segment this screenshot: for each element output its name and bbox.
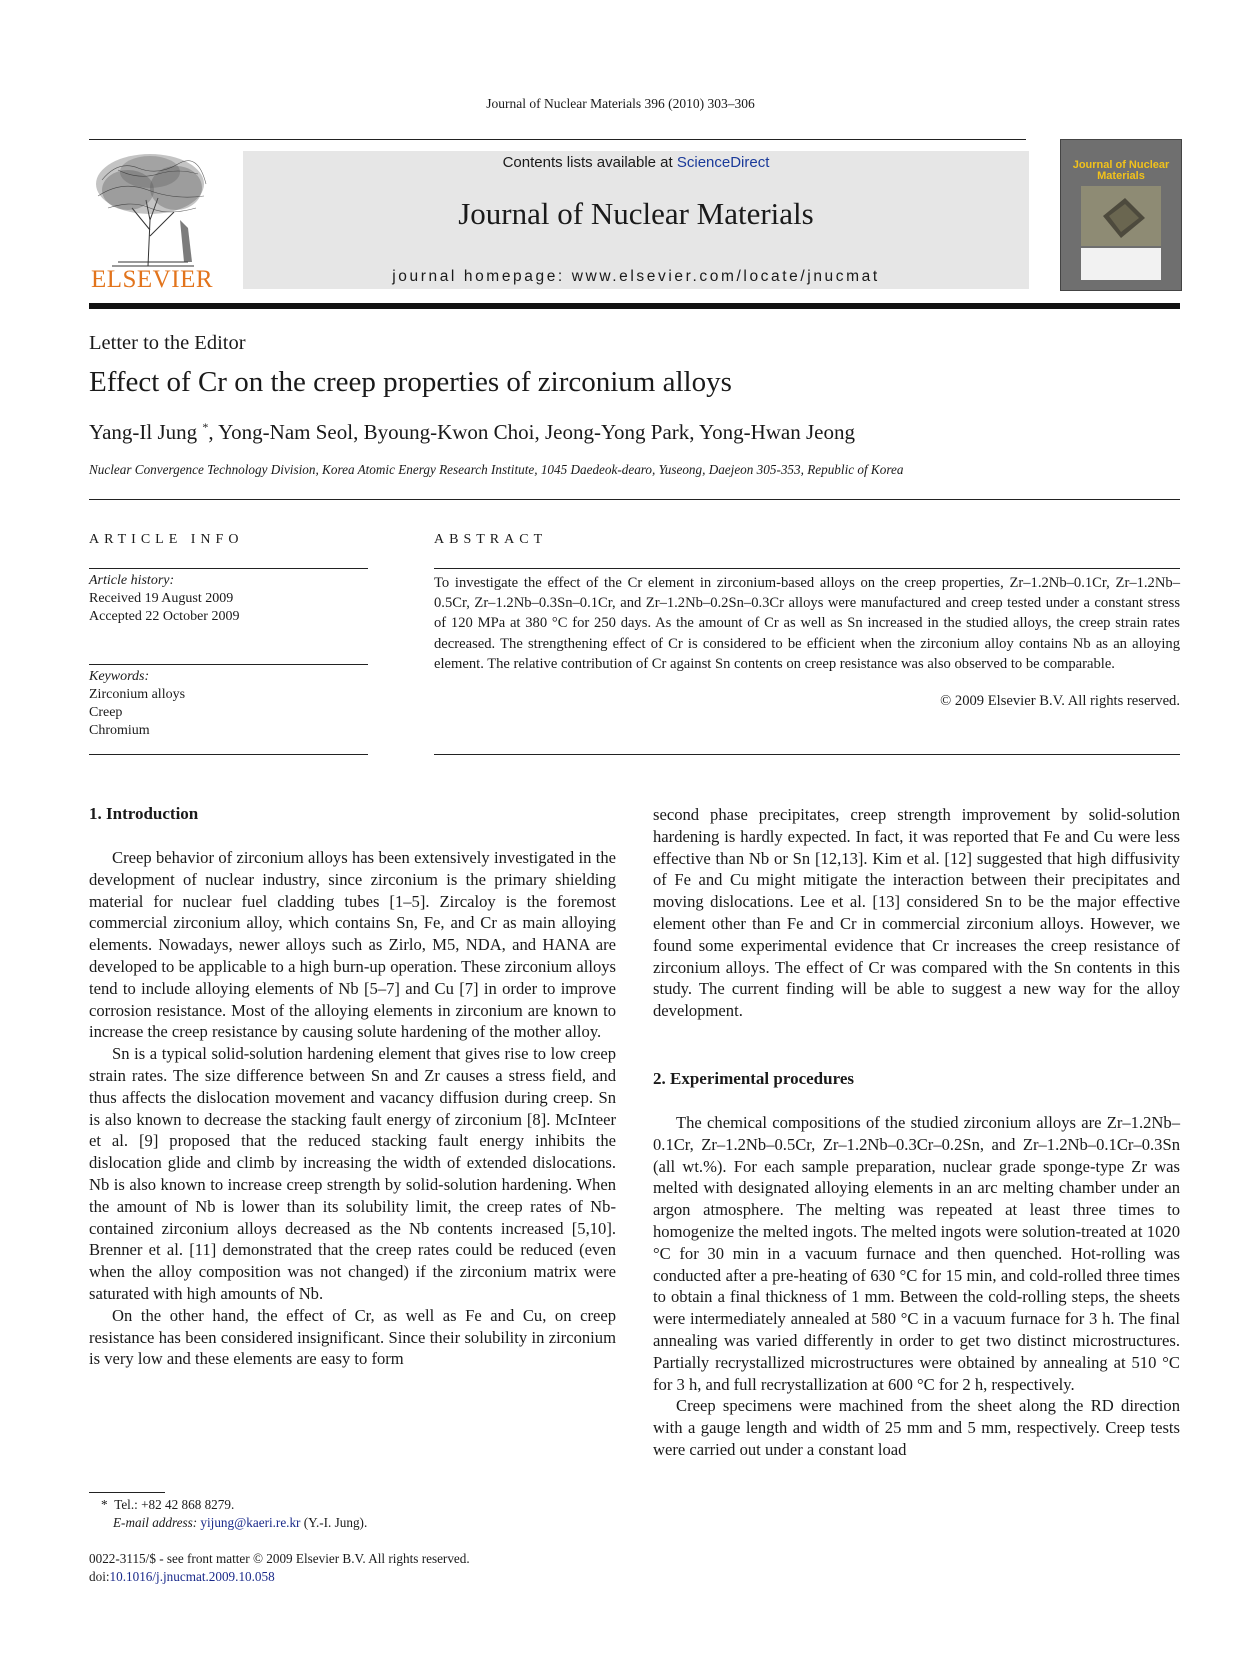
experimental-body <box>653 1112 1180 1461</box>
first-author: Yang-Il Jung <box>89 420 198 444</box>
email-suffix: (Y.-I. Jung). <box>300 1515 368 1530</box>
title-bottom-rule <box>89 499 1180 500</box>
doi-link[interactable]: 10.1016/j.jnucmat.2009.10.058 <box>109 1569 275 1584</box>
tree-icon <box>88 150 216 268</box>
cover-micrograph-icon <box>1081 186 1161 246</box>
other-authors: , Yong-Nam Seol, Byoung-Kwon Choi, Jeong-Yong Park, Yong-Hwan Jeong <box>208 420 855 444</box>
doi-line <box>89 1568 470 1586</box>
cover-image <box>1081 186 1161 246</box>
footnote-rule <box>89 1492 165 1493</box>
author-list <box>89 420 855 445</box>
paragraph: Sn is a typical solid-solution hardening element that gives rise to low creep strain rates. The size difference between Sn and Zr causes a stress field, and thus affects the dislocation movement and vacancy diffusion during creep. Sn is also known to decrease the stacking fault energy of zirconium [8]. McInteer et al. [9] proposed that the reduced stacking fault energy inhibits the dislocation glide and climb by increasing the width of extended dislocations. Nb is also known to increase creep strength by solid-solution hardening. When the amount of Nb is lower than its solubility limit, the creep rates of Nb-contained zirconium alloys decreased as the Nb contents increased [5,10]. Brenner et al. [11] demonstrated that the creep rates could be reduced (even when the alloy composition was not changed) if the zirconium matrix were saturated with high amounts of Nb. <box>89 1044 616 1303</box>
article-info-rule-1 <box>89 568 368 569</box>
abstract-text: To investigate the effect of the Cr element in zirconium-based alloys on the creep properties, Zr–1.2Nb–0.1Cr, Zr–1.2Nb–0.5Cr, Zr–1.2Nb–0.3Sn–0.1Cr, and Zr–1.2Nb–0.2Sn–0.3Cr alloys were manufactured and creep tested under a constant stress of 120 MPa at 380 °C for 250 days. As the amount of Cr as well as Sn increased in the studied alloys, the creep strain rates decreased. The strengthening effect of Cr is considered to be efficient when the zirconium alloy contains Nb as an alloying element. The relative contribution of Cr against Sn contents on creep resistance was also observed to be comparable. <box>434 575 1180 672</box>
doi-label: doi: <box>89 1569 110 1584</box>
footnote <box>101 1496 367 1532</box>
abstract-copyright: © 2009 Elsevier B.V. All rights reserved. <box>940 693 1180 709</box>
article-info-heading: ARTICLE INFO <box>89 532 244 547</box>
corresponding-author-mark[interactable]: * <box>202 420 209 434</box>
journal-homepage[interactable]: journal homepage: www.elsevier.com/locate/jnucmat <box>392 268 880 285</box>
affiliation: Nuclear Convergence Technology Division, Korea Atomic Energy Research Institute, 1045 Daedeok-dearo, Yuseong, Daejeon 305-353, Republic of Korea <box>89 462 904 477</box>
front-matter <box>89 1550 470 1586</box>
footnote-email-line <box>101 1514 367 1532</box>
email-label: E-mail address: <box>113 1515 201 1530</box>
keyword: Chromium <box>89 723 150 738</box>
paragraph: second phase precipitates, creep strength improvement by solid-solution hardening is hardly expected. In fact, it was reported that Fe and Cu were less effective than Nb or Sn [12,13]. Kim et al. [12] suggested that high diffusivity of Fe and Cu might mitigate the interaction between their precipitates and moving dislocations. Lee et al. [13] considered Sn to be the major effective element other than Fe and Cr in commercial zirconium alloys. However, we found some experimental evidence that Cr increases the creep resistance of zirconium alloys. The effect of Cr was compared with the Sn contents in this study. The current finding will be able to suggest a new way for the alloy development. <box>653 805 1180 1021</box>
journal-banner <box>243 151 1029 289</box>
paragraph: On the other hand, the effect of Cr, as well as Fe and Cu, on creep resistance has been considered insignificant. Since their solubility in zirconium is very low and these elements are easy to form <box>89 1305 616 1369</box>
contents-prefix: Contents lists available at <box>502 154 677 171</box>
journal-name: Journal of Nuclear Materials <box>458 196 814 231</box>
header-top-rule <box>89 139 1026 140</box>
paragraph: Creep specimens were machined from the sheet along the RD direction with a gauge length and width of 25 mm and 5 mm, respectively. Creep tests were carried out under a constant load <box>653 1396 1180 1459</box>
paragraph: Creep behavior of zirconium alloys has been extensively investigated in the development of nuclear industry, since zirconium is the primary shielding material for nuclear fuel cladding tubes [1–5]. Zircaloy is the foremost commercial zirconium alloy, which contains Sn, Fe, and Cr as main alloying elements. Nowadays, newer alloys such as Zirlo, M5, NDA, and HANA are developed to be applicable to a high burn-up operation. These zirconium alloys tend to include alloying elements of Nb [5–7] and Cu [7] in order to improve corrosion resistance. Most of the alloying elements in zirconium are known to increase the creep resistance by causing solute hardening of the mother alloy. <box>89 848 616 1042</box>
keywords <box>89 668 185 740</box>
keyword: Creep <box>89 705 123 720</box>
contents-line <box>243 154 1029 171</box>
cover-lower-panel <box>1081 248 1161 280</box>
elsevier-wordmark: ELSEVIER <box>90 266 214 293</box>
sciencedirect-link[interactable]: ScienceDirect <box>676 154 770 171</box>
received-date: Received 19 August 2009 <box>89 591 234 606</box>
article-history <box>89 572 239 626</box>
article-info-rule-2 <box>89 664 368 665</box>
section-heading-introduction: 1. Introduction <box>89 804 199 823</box>
footnote-mark: * <box>101 1497 108 1512</box>
article-title: Effect of Cr on the creep properties of zirconium alloys <box>89 366 732 398</box>
article-type: Letter to the Editor <box>89 332 246 354</box>
keyword: Zirconium alloys <box>89 687 186 702</box>
header-thick-bar <box>89 303 1180 309</box>
paragraph: The chemical compositions of the studied zirconium alloys are Zr–1.2Nb–0.1Cr, Zr–1.2Nb–0.5Cr, Zr–1.2Nb–0.3Cr–0.2Sn, and Zr–1.2Nb–0.1Cr–0.3Sn (all wt.%). For each sample preparation, nuclear grade sponge-type Zr was melted with designated alloying elements in an arc melting chamber under an argon atmosphere. The melting was repeated at least three times to homogenize the melted ingots. The melted ingots were solution-treated at 1020 °C for 30 min in a vacuum furnace and then quenched. Hot-rolling was conducted after a pre-heating of 630 °C for 15 min, and cold-rolled three times to obtain a final thickness of 1 mm. Between the cold-rolling steps, the sheets were intermediately annealed at 580 °C in a vacuum furnace for 3 h. The final annealing was varied differently in order to get two distinct microstructures. Partially recrystallized microstructures were obtained by annealing at 510 °C for 3 h, and full recrystallization at 600 °C for 2 h, respectively. <box>653 1113 1180 1394</box>
footnote-tel: Tel.: +82 42 868 8279. <box>114 1497 235 1512</box>
footnote-tel-line <box>101 1496 367 1514</box>
abstract-top-rule <box>434 568 1180 569</box>
history-label: Article history: <box>89 573 175 588</box>
journal-citation: Journal of Nuclear Materials 396 (2010) 303–306 <box>486 96 755 111</box>
elsevier-logo <box>88 150 216 293</box>
issn-line: 0022-3115/$ - see front matter © 2009 Elsevier B.V. All rights reserved. <box>89 1551 470 1566</box>
email-link[interactable]: yijung@kaeri.re.kr <box>200 1515 301 1530</box>
introduction-continued <box>653 804 1180 1022</box>
article-info-rule-3 <box>89 754 368 755</box>
introduction-body <box>89 847 616 1370</box>
cover-title: Journal of Nuclear Materials <box>1072 159 1170 182</box>
abstract-heading: ABSTRACT <box>434 532 548 547</box>
keywords-label: Keywords: <box>89 669 150 684</box>
journal-cover-thumbnail <box>1060 139 1182 291</box>
section-heading-experimental: 2. Experimental procedures <box>653 1069 854 1088</box>
abstract-bottom-rule <box>434 754 1180 755</box>
accepted-date: Accepted 22 October 2009 <box>89 609 240 624</box>
